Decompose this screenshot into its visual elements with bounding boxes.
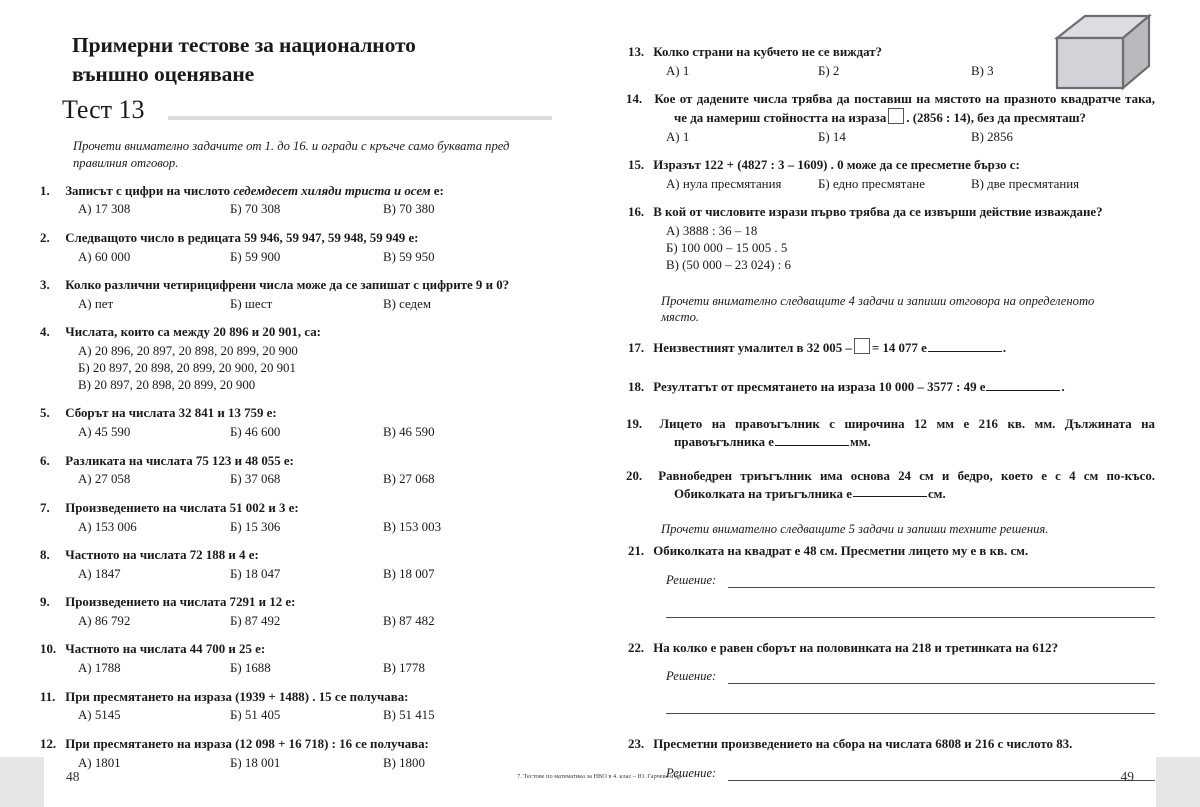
question-text: При пресмятането на израза (1939 + 1488) . 15 се получава: <box>65 689 409 704</box>
option-v[interactable]: В) 20 897, 20 898, 20 899, 20 900 <box>78 378 256 393</box>
question-options <box>62 660 552 677</box>
option-b[interactable]: Б) 59 900 <box>230 249 281 264</box>
footer-imprint: 7. Тестове по математика за НВО в 4. клас – Ю. Гарчева и др. <box>517 773 683 780</box>
option-a[interactable]: А) 1 <box>666 129 690 144</box>
question-options <box>650 223 1155 274</box>
question-options <box>650 129 1155 146</box>
solution-label: Решение: <box>666 669 717 684</box>
solution-write-line[interactable] <box>666 709 1155 714</box>
question-21 <box>628 543 1155 618</box>
option-v[interactable]: В) 18 007 <box>383 566 435 581</box>
question-text-part3: см. <box>927 486 946 501</box>
option-a[interactable]: А) 5145 <box>78 708 121 723</box>
question-13 <box>628 44 1155 80</box>
option-a[interactable]: А) 45 590 <box>78 425 131 440</box>
option-v[interactable]: В) 87 482 <box>383 613 435 628</box>
question-4 <box>40 324 552 394</box>
option-b[interactable]: Б) 18 001 <box>230 755 281 770</box>
question-stem: 21. Обиколката на квадрат е 48 см. Пресметни лицето му е в кв. см. <box>628 543 1029 558</box>
solution-write-line[interactable] <box>728 679 1155 684</box>
left-page-column <box>40 0 552 772</box>
question-10 <box>40 641 552 677</box>
option-a[interactable]: А) 27 058 <box>78 472 131 487</box>
option-b[interactable]: Б) 14 <box>818 129 846 144</box>
question-7 <box>40 500 552 536</box>
option-a[interactable]: А) 1847 <box>78 566 121 581</box>
question-text: Изразът 122 + (4827 : 3 – 1609) . 0 може да се пресметне бързо с: <box>653 158 1020 173</box>
question-text: Произведението на числата 51 002 и 3 е: <box>65 500 299 515</box>
option-v[interactable]: В) седем <box>383 296 431 311</box>
option-v[interactable]: В) 153 003 <box>383 519 442 534</box>
question-options <box>62 201 552 218</box>
question-text-part1: Равнобедрен триъгълник има основа 24 см и бедро, което е с 4 см по-късо. Обиколката на триъгълника е <box>658 468 1156 501</box>
question-text: Пресметни произведението на сбора на числата 6808 и 216 с числото 83. <box>653 737 1073 752</box>
option-a[interactable]: А) 20 896, 20 897, 20 898, 20 899, 20 900 <box>78 343 298 358</box>
question-17 <box>628 338 1155 357</box>
question-stem: 8. Частното на числата 72 188 и 4 е: <box>40 548 259 563</box>
option-b[interactable]: Б) 1688 <box>230 661 271 676</box>
question-text: В кой от числовите изрази първо трябва да се извърши действие изваждане? <box>653 205 1103 220</box>
solution-write-line[interactable] <box>666 613 1155 618</box>
option-a[interactable]: А) пет <box>78 296 114 311</box>
page-footer <box>0 765 1200 789</box>
question-15 <box>628 157 1155 193</box>
question-1 <box>40 183 552 219</box>
option-v[interactable]: В) 1778 <box>383 661 425 676</box>
question-stem: 18. Резултатът от пресмятането на израза 10 000 – 3577 : 49 е . <box>628 379 1065 394</box>
answer-blank[interactable] <box>853 485 927 498</box>
option-a[interactable]: А) 1788 <box>78 661 121 676</box>
option-a[interactable]: А) 86 792 <box>78 613 131 628</box>
question-text-part3: . <box>1061 379 1065 394</box>
question-text-part3: . <box>1002 341 1007 356</box>
question-options <box>62 343 552 394</box>
solution-row <box>666 574 1155 588</box>
question-3 <box>40 277 552 313</box>
solution-row <box>666 670 1155 684</box>
question-options <box>62 424 552 441</box>
option-b[interactable]: Б) 2 <box>818 63 840 78</box>
option-b[interactable]: Б) 87 492 <box>230 613 281 628</box>
page-number-left: 48 <box>66 769 80 784</box>
question-stem: 15. Изразът 122 + (4827 : 3 – 1609) . 0 може да се пресметне бързо с: <box>628 158 1020 173</box>
question-text: Произведението на числата 7291 и 12 е: <box>65 595 296 610</box>
option-a[interactable]: А) 60 000 <box>78 249 131 264</box>
instruction-multiple-choice: Прочети внимателно задачите от 1. до 16. и огради с кръгче само буквата пред правилния отговор. <box>73 139 510 170</box>
option-v[interactable]: В) 3 <box>971 63 994 78</box>
option-v[interactable]: В) 1800 <box>383 755 425 770</box>
question-stem: 9. Произведението на числата 7291 и 12 е: <box>40 595 296 610</box>
question-options <box>62 707 552 724</box>
solution-area <box>650 670 1155 714</box>
question-14 <box>626 91 1155 146</box>
option-b[interactable]: Б) 20 897, 20 898, 20 899, 20 900, 20 901 <box>78 361 296 376</box>
option-v[interactable]: В) 27 068 <box>383 472 435 487</box>
question-options <box>62 566 552 583</box>
empty-box-placeholder[interactable] <box>888 108 904 124</box>
option-b[interactable]: Б) 51 405 <box>230 708 281 723</box>
solution-area <box>650 574 1155 618</box>
solution-write-line[interactable] <box>728 583 1155 588</box>
question-8 <box>40 547 552 583</box>
question-text: Обиколката на квадрат е 48 см. Пресметни лицето му е в кв. см. <box>653 543 1029 558</box>
question-options <box>62 613 552 630</box>
question-18 <box>628 378 1155 396</box>
question-options <box>62 471 552 488</box>
question-text: Следващото число в редицата 59 946, 59 947, 59 948, 59 949 е: <box>65 230 419 245</box>
question-stem: 19. Лицето на правоъгълник с широчина 12 мм е 216 кв. мм. Дължината на правоъгълника е мм. <box>626 417 1155 450</box>
question-stem: 1. Записът с цифри на числото седемдесет хиляди триста и осем е: <box>40 183 444 198</box>
question-text-part2: = 14 077 е <box>871 341 927 356</box>
question-options <box>62 296 552 313</box>
question-stem: 12. При пресмятането на израза (12 098 + 16 718) : 16 се получава: <box>40 736 429 751</box>
option-v[interactable]: В) две пресмятания <box>971 176 1080 191</box>
test-heading <box>62 97 552 125</box>
option-b[interactable]: Б) шест <box>230 296 273 311</box>
question-options <box>650 63 1155 80</box>
question-stem: 11. При пресмятането на израза (1939 + 1488) . 15 се получава: <box>40 689 409 704</box>
option-v[interactable]: В) 70 380 <box>383 202 435 217</box>
option-v[interactable]: В) (50 000 – 23 024) : 6 <box>666 258 791 273</box>
empty-box-placeholder[interactable] <box>854 338 870 354</box>
question-stem: 2. Следващото число в редицата 59 946, 59 947, 59 948, 59 949 е: <box>40 230 419 245</box>
right-page-column <box>626 0 1156 807</box>
question-12 <box>40 736 552 772</box>
question-text: Сборът на числата 32 841 и 13 759 е: <box>65 406 277 421</box>
question-text-part1: Резултатът от пресмятането на израза 10 000 – 3577 : 49 е <box>653 379 986 394</box>
solution-label: Решение: <box>666 572 717 587</box>
question-options <box>650 176 1155 193</box>
question-stem: 6. Разликата на числата 75 123 и 48 055 е: <box>40 453 294 468</box>
question-text: На колко е равен сборът на половинката на 218 и третинката на 612? <box>653 640 1059 655</box>
option-b[interactable]: Б) 70 308 <box>230 202 281 217</box>
question-text-italic: седемдесет хиляди триста и осем <box>233 183 431 198</box>
question-stem: 20. Равнобедрен триъгълник има основа 24 см и бедро, което е с 4 см по-късо. Обиколката на триъгълника е см. <box>626 468 1156 501</box>
option-v[interactable]: В) 51 415 <box>383 708 435 723</box>
question-stem: 10. Частното на числата 44 700 и 25 е: <box>40 642 266 657</box>
option-a[interactable]: А) нула пресмятания <box>666 176 782 191</box>
question-16 <box>628 204 1155 274</box>
question-stem: 17. Неизвестният умалител в 32 005 – = 14 077 е . <box>650 338 1155 357</box>
answer-blank[interactable] <box>986 378 1060 391</box>
page-number-right: 49 <box>1120 769 1134 784</box>
question-text-part2: . (2856 : 14), без да пресмяташ? <box>906 110 1086 125</box>
solution-label: Решение: <box>666 765 717 780</box>
option-a[interactable]: А) 1 <box>666 63 690 78</box>
instruction-five-tasks: Прочети внимателно следващите 5 задачи и запиши техните решения. <box>661 522 1049 537</box>
question-text: Частното на числата 44 700 и 25 е: <box>65 642 266 657</box>
test-label: Тест 13 <box>62 95 145 125</box>
instruction-four-tasks: Прочети внимателно следващите 4 задачи и запиши отговора на определеното място. <box>661 293 1095 325</box>
question-text: Частното на числата 72 188 и 4 е: <box>65 548 259 563</box>
option-v[interactable]: В) 46 590 <box>383 425 435 440</box>
question-stem: 4. Числата, които са между 20 896 и 20 901, са: <box>40 325 321 340</box>
question-options <box>62 519 552 536</box>
option-a[interactable]: А) 3888 : 36 – 18 <box>666 224 758 239</box>
question-19 <box>626 416 1155 450</box>
question-stem: 3. Колко различни четирицифрени числа може да се запишат с цифрите 9 и 0? <box>40 278 510 293</box>
question-stem: 16. В кой от числовите изрази първо трябва да се извърши действие изваждане? <box>628 205 1103 220</box>
question-text-part1: Неизвестният умалител в 32 005 – <box>653 341 852 356</box>
question-2 <box>40 230 552 266</box>
option-a[interactable]: А) 153 006 <box>78 519 137 534</box>
question-text-before: Записът с цифри на числото <box>65 183 234 198</box>
question-stem: 13. Колко страни на кубчето не се виждат? <box>628 45 883 59</box>
question-text: Колко различни четирицифрени числа може да се запишат с цифрите 9 и 0? <box>65 278 510 293</box>
question-text-part1: Лицето на правоъгълник с широчина 12 мм е 216 кв. мм. Дължината на правоъгълника е <box>659 417 1155 450</box>
page-title-line-1: Примерни тестове за националното <box>72 33 416 57</box>
question-text: Числата, които са между 20 896 и 20 901, са: <box>65 325 321 340</box>
option-v[interactable]: В) 59 950 <box>383 249 435 264</box>
question-6 <box>40 453 552 489</box>
page-title <box>72 31 552 88</box>
question-stem: 23. Пресметни произведението на сбора на числата 6808 и 216 с числото 83. <box>628 737 1073 752</box>
option-b[interactable]: Б) 37 068 <box>230 472 281 487</box>
option-b[interactable]: Б) едно пресмятане <box>818 176 925 191</box>
answer-blank[interactable] <box>928 339 1002 352</box>
heading-rule <box>168 116 552 120</box>
option-b[interactable]: Б) 15 306 <box>230 519 281 534</box>
question-stem: 7. Произведението на числата 51 002 и 3 е: <box>40 500 299 515</box>
option-a[interactable]: А) 1801 <box>78 755 121 770</box>
question-text-part3: мм. <box>849 435 871 450</box>
question-5 <box>40 405 552 441</box>
question-20 <box>626 468 1156 502</box>
question-9 <box>40 594 552 630</box>
option-b[interactable]: Б) 18 047 <box>230 566 281 581</box>
option-b[interactable]: Б) 100 000 – 15 005 . 5 <box>666 241 788 256</box>
question-options <box>62 249 552 266</box>
question-text-after: е: <box>430 183 444 198</box>
question-11 <box>40 689 552 725</box>
option-v[interactable]: В) 2856 <box>971 129 1013 144</box>
answer-blank[interactable] <box>775 433 849 446</box>
question-stem: 22. На колко е равен сборът на половинката на 218 и третинката на 612? <box>628 640 1059 655</box>
question-22 <box>628 640 1155 715</box>
page-title-line-2: външно оценяване <box>72 61 255 86</box>
question-text-part1: Кое от дадените числа трябва да поставиш на мястото на празното квадратче така, че да намериш стойността на израза <box>654 92 1155 125</box>
option-b[interactable]: Б) 46 600 <box>230 425 281 440</box>
question-text: Разликата на числата 75 123 и 48 055 е: <box>65 453 294 468</box>
question-text: Колко страни на кубчето не се виждат? <box>653 45 883 59</box>
option-a[interactable]: А) 17 308 <box>78 202 131 217</box>
question-stem: 5. Сборът на числата 32 841 и 13 759 е: <box>40 406 277 421</box>
question-text: При пресмятането на израза (12 098 + 16 718) : 16 се получава: <box>65 736 429 751</box>
question-stem: 14. Кое от дадените числа трябва да поставиш на мястото на празното квадратче така, че да намериш стойността на израза . (2856 : 14), без да пресмяташ? <box>626 92 1155 125</box>
